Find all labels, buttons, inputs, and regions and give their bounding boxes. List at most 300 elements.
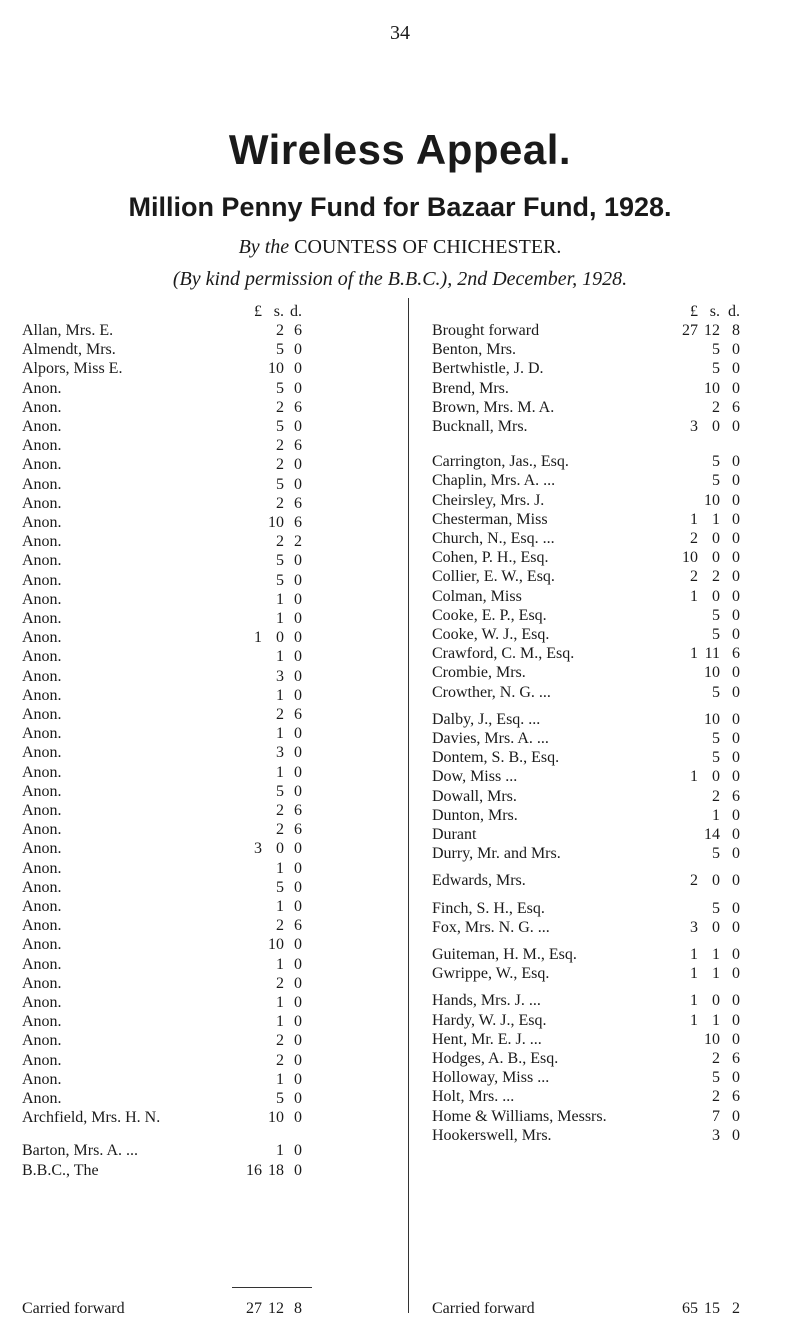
donation-row xyxy=(22,1162,420,1180)
donor-name: Hookerswell, Mrs. xyxy=(432,1126,552,1144)
donation-row xyxy=(420,664,790,682)
pence-amount: 0 xyxy=(732,491,740,509)
donor-name: Brown, Mrs. M. A. xyxy=(432,398,555,416)
donation-row xyxy=(420,768,790,786)
shillings-amount: 5 xyxy=(712,730,720,747)
donation-row xyxy=(22,840,420,858)
shillings-amount: 1 xyxy=(712,806,720,824)
donor-name: Anon. xyxy=(22,571,62,589)
donation-row xyxy=(420,919,790,937)
page-number: 34 xyxy=(390,22,410,44)
donation-row xyxy=(22,764,420,782)
brought-forward-row xyxy=(420,322,790,340)
shillings-amount: 3 xyxy=(276,744,284,762)
donor-name: Gwrippe, W., Esq. xyxy=(432,965,550,983)
pounds-amount: 3 xyxy=(254,840,262,858)
donation-row xyxy=(22,1142,420,1160)
shillings-amount: 1 xyxy=(276,725,284,743)
donor-name: Anon. xyxy=(22,590,62,608)
donor-name: Anon. xyxy=(22,1051,62,1069)
donor-name: Collier, E. W., Esq. xyxy=(432,568,555,586)
donor-name: Bucknall, Mrs. xyxy=(432,418,528,435)
pence-amount: 6 xyxy=(294,706,302,723)
donor-name: Dalby, J., Esq. ... xyxy=(432,710,541,728)
donor-name: Crowther, N. G. ... xyxy=(432,683,551,701)
pence-amount: 0 xyxy=(294,1051,302,1069)
pence-amount: 0 xyxy=(732,1030,740,1048)
donor-name: Anon. xyxy=(22,1013,62,1031)
donor-name: Guiteman, H. M., Esq. xyxy=(432,946,577,963)
donor-name: Bertwhistle, J. D. xyxy=(432,360,544,378)
donation-row xyxy=(420,1108,790,1126)
pence-amount: 6 xyxy=(294,802,302,819)
donor-name: Cohen, P. H., Esq. xyxy=(432,549,549,567)
donation-row xyxy=(22,917,420,935)
shillings-amount: 5 xyxy=(712,1069,720,1087)
shillings-header: s. xyxy=(273,303,284,320)
shillings-amount: 14 xyxy=(704,826,720,843)
donor-name: Anon. xyxy=(22,667,62,685)
donor-name: Anon. xyxy=(22,418,62,435)
donation-row xyxy=(22,648,420,666)
pence-amount: 0 xyxy=(732,472,740,490)
shillings-amount: 0 xyxy=(712,992,720,1010)
pence-amount: 0 xyxy=(294,1142,302,1160)
pence-amount: 0 xyxy=(294,360,302,378)
shillings-amount: 2 xyxy=(276,437,284,455)
donor-name: Anon. xyxy=(22,1032,62,1050)
shillings-amount: 1 xyxy=(276,648,284,666)
shillings-amount: 10 xyxy=(268,360,284,378)
pounds-amount: 1 xyxy=(254,629,262,647)
pence-amount: 6 xyxy=(294,494,302,512)
pence-amount: 0 xyxy=(294,1013,302,1031)
pence-header: d. xyxy=(290,303,302,320)
pence-amount: 0 xyxy=(732,626,740,643)
donor-name: Anon. xyxy=(22,456,62,474)
shillings-amount: 1 xyxy=(276,1013,284,1031)
shillings-amount: 5 xyxy=(276,1090,284,1107)
shillings-amount: 3 xyxy=(276,667,284,685)
pence-amount: 0 xyxy=(732,341,740,359)
pence-amount: 0 xyxy=(732,749,740,767)
pence-amount: 0 xyxy=(732,899,740,917)
shillings-amount: 2 xyxy=(276,821,284,839)
pence-amount: 0 xyxy=(294,994,302,1011)
donor-name: Church, N., Esq. ... xyxy=(432,530,555,547)
donation-row xyxy=(420,380,790,398)
pence-amount: 0 xyxy=(294,552,302,570)
pence-amount: 0 xyxy=(294,379,302,397)
donation-row xyxy=(420,492,790,510)
shillings-amount: 10 xyxy=(268,514,284,531)
pounds-amount: 2 xyxy=(690,530,698,547)
pence-amount: 0 xyxy=(294,629,302,647)
donation-row xyxy=(420,1127,790,1145)
donation-row xyxy=(22,936,420,954)
donor-name: Carried forward xyxy=(22,1300,125,1317)
shillings-amount: 2 xyxy=(276,1032,284,1050)
donation-row xyxy=(420,807,790,825)
donation-row xyxy=(22,1071,420,1089)
donation-row xyxy=(22,744,420,762)
shillings-amount: 2 xyxy=(276,802,284,819)
shillings-amount: 5 xyxy=(712,749,720,767)
donation-row xyxy=(22,380,420,398)
shillings-amount: 5 xyxy=(276,475,284,493)
donation-row xyxy=(22,1109,420,1127)
pence-amount: 0 xyxy=(294,763,302,781)
shillings-amount: 1 xyxy=(276,1070,284,1088)
pence-amount: 0 xyxy=(732,826,740,843)
shillings-amount: 10 xyxy=(704,664,720,682)
donor-name: Anon. xyxy=(22,610,62,627)
pounds-amount: 3 xyxy=(690,418,698,435)
pounds-amount: 65 xyxy=(682,1300,698,1317)
pence-amount: 0 xyxy=(294,418,302,435)
donor-name: Anon. xyxy=(22,437,62,455)
pence-amount: 6 xyxy=(732,787,740,805)
shillings-amount: 5 xyxy=(712,341,720,359)
pence-amount: 6 xyxy=(294,437,302,455)
donor-name: Anon. xyxy=(22,379,62,397)
donation-row xyxy=(22,591,420,609)
pence-amount: 0 xyxy=(732,664,740,682)
donation-row xyxy=(420,530,790,548)
donation-row xyxy=(22,610,420,628)
pence-amount: 8 xyxy=(732,322,740,339)
pence-amount: 6 xyxy=(732,398,740,416)
donation-row xyxy=(420,900,790,918)
pence-amount: 0 xyxy=(732,946,740,963)
donor-name: Brend, Mrs. xyxy=(432,379,509,397)
shillings-amount: 1 xyxy=(276,955,284,973)
shillings-amount: 5 xyxy=(712,472,720,490)
pence-amount: 0 xyxy=(294,590,302,608)
donor-name: Holloway, Miss ... xyxy=(432,1069,550,1087)
pence-amount: 0 xyxy=(294,667,302,685)
pence-amount: 6 xyxy=(294,322,302,339)
pence-amount: 0 xyxy=(732,992,740,1010)
pence-amount: 0 xyxy=(732,587,740,605)
pence-amount: 0 xyxy=(732,549,740,567)
pence-amount: 0 xyxy=(294,955,302,973)
donor-name: Crawford, C. M., Esq. xyxy=(432,645,575,663)
donor-name: Edwards, Mrs. xyxy=(432,872,526,890)
pence-header: d. xyxy=(728,303,740,320)
donation-row xyxy=(420,511,790,529)
shillings-amount: 1 xyxy=(712,510,720,528)
donation-row xyxy=(22,956,420,974)
carried-forward-row xyxy=(22,1300,420,1318)
pence-amount: 0 xyxy=(294,725,302,743)
donor-name: Dow, Miss ... xyxy=(432,768,518,786)
pounds-amount: 1 xyxy=(690,645,698,663)
shillings-amount: 5 xyxy=(712,899,720,917)
shillings-amount: 5 xyxy=(712,626,720,643)
donor-name: Anon. xyxy=(22,840,62,858)
pence-amount: 0 xyxy=(732,1107,740,1125)
donor-name: Carried forward xyxy=(432,1300,535,1317)
shillings-amount: 1 xyxy=(712,946,720,963)
donor-name: Benton, Mrs. xyxy=(432,341,516,359)
shillings-amount: 2 xyxy=(712,1088,720,1106)
donation-row xyxy=(22,552,420,570)
shillings-amount: 0 xyxy=(712,549,720,567)
donation-row xyxy=(420,1012,790,1030)
page-title: Wireless Appeal. xyxy=(228,126,572,173)
donor-name: Dowall, Mrs. xyxy=(432,787,517,805)
total-rule xyxy=(232,1287,312,1288)
shillings-amount: 5 xyxy=(276,552,284,570)
shillings-amount: 2 xyxy=(276,456,284,474)
pence-amount: 0 xyxy=(294,648,302,666)
shillings-amount: 2 xyxy=(276,917,284,935)
donation-row xyxy=(420,549,790,567)
donor-name: Chesterman, Miss xyxy=(432,510,548,528)
donation-row xyxy=(22,668,420,686)
pence-amount: 0 xyxy=(294,1032,302,1050)
donation-row xyxy=(22,725,420,743)
pence-amount: 6 xyxy=(732,1088,740,1106)
pence-amount: 0 xyxy=(732,360,740,378)
pence-amount: 6 xyxy=(732,645,740,663)
pence-amount: 0 xyxy=(732,606,740,624)
pence-amount: 0 xyxy=(732,872,740,890)
shillings-amount: 2 xyxy=(276,494,284,512)
donation-row xyxy=(420,1069,790,1087)
pence-amount: 0 xyxy=(294,610,302,627)
donation-row xyxy=(420,607,790,625)
donor-name: Anon. xyxy=(22,494,62,512)
shillings-amount: 1 xyxy=(276,859,284,877)
donor-name: Anon. xyxy=(22,514,62,531)
donation-row xyxy=(420,845,790,863)
donor-name: Cheirsley, Mrs. J. xyxy=(432,491,545,509)
shillings-amount: 5 xyxy=(276,878,284,896)
donation-row xyxy=(22,802,420,820)
pounds-amount: 1 xyxy=(690,1011,698,1029)
donor-name: Hands, Mrs. J. ... xyxy=(432,992,541,1010)
pounds-amount: 1 xyxy=(690,510,698,528)
donation-row xyxy=(420,992,790,1010)
pence-amount: 6 xyxy=(294,821,302,839)
donation-row xyxy=(22,706,420,724)
pence-amount: 0 xyxy=(294,744,302,762)
shillings-amount: 2 xyxy=(276,974,284,992)
donation-row xyxy=(22,533,420,551)
pounds-amount: 2 xyxy=(690,872,698,890)
shillings-amount: 0 xyxy=(276,840,284,858)
donor-name: Home & Williams, Messrs. xyxy=(432,1107,607,1125)
donor-name: Allan, Mrs. E. xyxy=(22,322,114,339)
shillings-amount: 0 xyxy=(712,418,720,435)
donation-row xyxy=(420,1031,790,1049)
pence-amount: 0 xyxy=(732,510,740,528)
donation-row xyxy=(22,1052,420,1070)
shillings-amount: 2 xyxy=(276,706,284,723)
donation-row xyxy=(22,514,420,532)
pounds-amount: 3 xyxy=(690,918,698,936)
shillings-amount: 7 xyxy=(712,1107,720,1125)
donor-name: Anon. xyxy=(22,725,62,743)
donation-row xyxy=(420,472,790,490)
pence-amount: 0 xyxy=(294,840,302,858)
donor-name: Chaplin, Mrs. A. ... xyxy=(432,472,556,490)
pence-amount: 0 xyxy=(732,806,740,824)
donor-name: Anon. xyxy=(22,475,62,493)
left-column xyxy=(22,303,420,1317)
donation-row xyxy=(420,965,790,983)
donation-row xyxy=(420,711,790,729)
donation-row xyxy=(22,572,420,590)
donor-name: Crombie, Mrs. xyxy=(432,664,526,682)
donation-row xyxy=(420,626,790,644)
donation-row xyxy=(22,860,420,878)
pence-amount: 0 xyxy=(294,571,302,589)
shillings-amount: 5 xyxy=(712,845,720,863)
pence-amount: 0 xyxy=(732,453,740,471)
donor-name: Anon. xyxy=(22,878,62,896)
donor-name: Archfield, Mrs. H. N. xyxy=(22,1109,161,1127)
pence-amount: 0 xyxy=(732,1069,740,1087)
donation-row xyxy=(22,341,420,359)
shillings-amount: 1 xyxy=(276,994,284,1011)
pence-amount: 0 xyxy=(732,918,740,936)
pence-amount: 0 xyxy=(294,859,302,877)
shillings-amount: 5 xyxy=(276,782,284,800)
donation-row xyxy=(420,684,790,702)
shillings-amount: 0 xyxy=(712,918,720,936)
donor-name: Carrington, Jas., Esq. xyxy=(432,453,569,471)
shillings-amount: 1 xyxy=(276,610,284,627)
donor-name: Anon. xyxy=(22,974,62,992)
shillings-amount: 2 xyxy=(712,568,720,586)
donor-name: Anon. xyxy=(22,706,62,723)
shillings-amount: 0 xyxy=(712,587,720,605)
donor-name: Brought forward xyxy=(432,322,540,339)
donor-name: Anon. xyxy=(22,936,62,954)
shillings-amount: 5 xyxy=(712,683,720,701)
donation-row xyxy=(420,360,790,378)
pence-amount: 0 xyxy=(294,1109,302,1127)
pence-amount: 0 xyxy=(732,730,740,747)
shillings-amount: 2 xyxy=(276,1051,284,1069)
pence-amount: 0 xyxy=(732,683,740,701)
donor-name: Anon. xyxy=(22,802,62,819)
shillings-amount: 1 xyxy=(276,898,284,915)
shillings-amount: 1 xyxy=(276,686,284,704)
donation-row xyxy=(22,1090,420,1108)
shillings-amount: 5 xyxy=(276,379,284,397)
shillings-amount: 1 xyxy=(712,1011,720,1029)
donation-row xyxy=(22,879,420,897)
pence-amount: 8 xyxy=(294,1300,302,1317)
carried-forward-row xyxy=(420,1300,790,1318)
shillings-amount: 2 xyxy=(712,398,720,416)
donation-row xyxy=(22,1032,420,1050)
donation-row xyxy=(420,1050,790,1068)
donor-name: Anon. xyxy=(22,686,62,704)
donor-name: Durry, Mr. and Mrs. xyxy=(432,845,561,863)
donor-name: Anon. xyxy=(22,821,62,839)
shillings-amount: 5 xyxy=(712,453,720,471)
pounds-amount: 16 xyxy=(246,1161,262,1179)
byline-name: COUNTESS OF CHICHESTER. xyxy=(294,236,562,258)
pounds-amount: 1 xyxy=(690,587,698,605)
pence-amount: 0 xyxy=(732,568,740,586)
shillings-amount: 2 xyxy=(276,533,284,551)
pence-amount: 0 xyxy=(732,710,740,728)
pence-amount: 0 xyxy=(294,1090,302,1107)
donation-row xyxy=(22,975,420,993)
donor-name: Durant xyxy=(432,826,477,843)
shillings-amount: 0 xyxy=(712,530,720,547)
donor-name: Anon. xyxy=(22,533,62,551)
donor-name: Hodges, A. B., Esq. xyxy=(432,1050,559,1067)
donation-row xyxy=(22,437,420,455)
donation-row xyxy=(22,399,420,417)
donation-row xyxy=(420,588,790,606)
donation-row xyxy=(22,687,420,705)
pounds-amount: 1 xyxy=(690,965,698,983)
shillings-amount: 10 xyxy=(268,936,284,954)
donation-row xyxy=(22,629,420,647)
pounds-amount: 1 xyxy=(690,768,698,786)
donor-name: Cooke, E. P., Esq. xyxy=(432,606,547,624)
donation-row xyxy=(22,821,420,839)
shillings-amount: 5 xyxy=(276,341,284,359)
donation-row xyxy=(22,322,420,340)
pence-amount: 0 xyxy=(294,475,302,493)
donation-row xyxy=(420,341,790,359)
donor-name: Anon. xyxy=(22,917,62,935)
donation-row xyxy=(420,568,790,586)
donor-name: Anon. xyxy=(22,955,62,973)
donor-name: Hent, Mr. E. J. ... xyxy=(432,1030,542,1048)
donor-name: Anon. xyxy=(22,782,62,800)
pence-amount: 0 xyxy=(294,782,302,800)
donation-row xyxy=(420,749,790,767)
pence-amount: 2 xyxy=(732,1300,740,1317)
donor-name: Anon. xyxy=(22,398,62,416)
donation-row xyxy=(22,495,420,513)
shillings-amount: 5 xyxy=(712,606,720,624)
shillings-amount: 2 xyxy=(712,787,720,805)
shillings-amount: 5 xyxy=(276,571,284,589)
permission-note: (By kind permission of the B.B.C.), 2nd December, 1928. xyxy=(172,268,628,290)
donor-name: Anon. xyxy=(22,859,62,877)
pence-amount: 0 xyxy=(294,974,302,992)
pence-amount: 0 xyxy=(732,845,740,863)
shillings-amount: 5 xyxy=(712,360,720,378)
shillings-amount: 10 xyxy=(704,1030,720,1048)
donor-name: Anon. xyxy=(22,763,62,781)
donation-row xyxy=(22,898,420,916)
donation-row xyxy=(420,826,790,844)
pounds-amount: 1 xyxy=(690,946,698,963)
pence-amount: 0 xyxy=(732,965,740,983)
donor-name: Holt, Mrs. ... xyxy=(432,1088,515,1106)
donor-name: Anon. xyxy=(22,744,62,762)
pounds-amount: 2 xyxy=(690,568,698,586)
donor-name: Anon. xyxy=(22,994,62,1011)
pence-amount: 0 xyxy=(294,686,302,704)
byline-prefix: By the xyxy=(238,236,290,258)
shillings-amount: 10 xyxy=(704,491,720,509)
pence-amount: 0 xyxy=(732,418,740,435)
shillings-amount: 18 xyxy=(268,1161,284,1179)
